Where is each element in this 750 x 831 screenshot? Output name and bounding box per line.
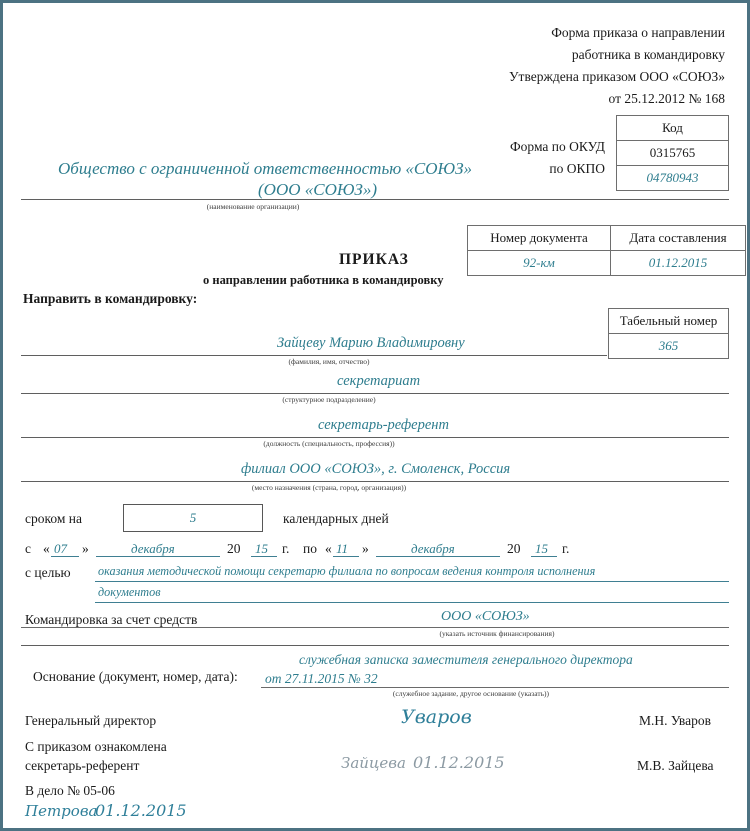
year-prefix-to: 20 — [507, 541, 521, 556]
form-header-line-3: Утверждена приказом ООО «СОЮЗ» — [509, 69, 725, 84]
department-caption: (структурное подразделение) — [282, 395, 376, 404]
destination-value: филиал ООО «СОЮЗ», г. Смоленск, Россия — [241, 461, 511, 477]
date-to-month: декабря — [411, 541, 455, 556]
doc-date-header: Дата составления — [611, 226, 746, 251]
employee-name: Зайцеву Марию Владимировну — [277, 335, 465, 351]
code-table-header: Код — [617, 116, 729, 141]
date-from-day: 07 — [54, 541, 67, 556]
okpo-value: 04780943 — [617, 166, 729, 191]
okud-label: Форма по ОКУД — [509, 139, 605, 154]
acknowledgement-name: М.В. Зайцева — [637, 758, 714, 773]
purpose-line-2-underline — [95, 602, 729, 603]
funding-value: ООО «СОЮЗ» — [441, 609, 530, 624]
employee-rule — [21, 355, 607, 356]
duration-days-value: 5 — [189, 510, 197, 525]
date-to-year-underline — [531, 556, 557, 557]
personnel-number-header: Табельный номер — [609, 309, 729, 334]
director-title: Генеральный директор — [25, 713, 157, 728]
date-to-day: 11 — [336, 541, 349, 556]
send-section-label: Направить в командировку: — [23, 291, 198, 306]
date-to-day-underline — [333, 556, 359, 557]
year-suffix-to: г. — [562, 541, 570, 556]
form-header-line-1: Форма приказа о направлении — [551, 25, 725, 40]
okud-value: 0315765 — [617, 141, 729, 166]
date-from-year: 15 — [255, 541, 268, 556]
duration-days-box[interactable] — [123, 504, 263, 532]
department-value: секретариат — [337, 373, 421, 389]
order-subtitle: о направлении работника в командировку — [203, 273, 444, 287]
acknowledgement-signature: Зайцева — [341, 754, 406, 772]
duration-suffix-label: календарных дней — [283, 511, 389, 526]
basis-line-1: служебная записка заместителя генерального директора — [299, 652, 633, 667]
filing-date: 01.12.2015 — [95, 801, 187, 820]
personnel-number-value: 365 — [609, 334, 729, 359]
personnel-number-table — [608, 308, 729, 359]
date-from-label: с — [25, 541, 31, 556]
basis-label: Основание (документ, номер, дата): — [33, 669, 238, 684]
okpo-label: по ОКПО — [549, 161, 605, 176]
filing-label: В дело № 05-06 — [25, 783, 115, 798]
filing-signature: Петрова — [25, 802, 98, 820]
basis-top-rule — [21, 645, 729, 646]
funding-label: Командировка за счет средств — [25, 612, 198, 627]
basis-rule — [261, 687, 729, 688]
director-signature: Уваров — [401, 706, 472, 728]
date-to-label: по — [303, 541, 317, 556]
destination-caption: (место назначения (страна, город, организация)) — [251, 483, 407, 492]
code-table-okpo-row — [617, 166, 729, 191]
doc-date-value: 01.12.2015 — [611, 251, 746, 276]
organization-rule — [21, 199, 729, 200]
acknowledgement-line-2: секретарь-референт — [25, 758, 140, 773]
personnel-header-row — [609, 309, 729, 334]
document-body — [3, 3, 747, 828]
doc-number-value: 92-км — [468, 251, 611, 276]
year-suffix-from: г. — [282, 541, 290, 556]
purpose-line-1-underline — [95, 581, 729, 582]
purpose-line-2: документов — [98, 585, 161, 599]
purpose-line-1: оказания методической помощи секретарю филиала по вопросам ведения контроля исполнения — [98, 564, 596, 578]
position-caption: (должность (специальность, профессия)) — [263, 439, 395, 448]
code-table-okud-row — [617, 141, 729, 166]
acknowledgement-line-1: С приказом ознакомлена — [25, 739, 167, 754]
form-header-line-4: от 25.12.2012 № 168 — [608, 91, 725, 106]
date-from-month: декабря — [131, 541, 175, 556]
date-to-month-underline — [376, 556, 500, 557]
date-from-day-underline — [51, 556, 79, 557]
destination-rule — [21, 481, 729, 482]
funding-rule — [21, 627, 729, 628]
doc-table-header-row — [468, 226, 746, 251]
organization-caption: (наименование организации) — [206, 202, 300, 211]
basis-line-2: от 27.11.2015 № 32 — [265, 671, 378, 686]
form-header-line-2: работника в командировку — [571, 47, 725, 62]
doc-number-header: Номер документа — [468, 226, 611, 251]
duration-prefix-label: сроком на — [25, 511, 82, 526]
organization-name-line-2: (ООО «СОЮЗ») — [258, 180, 377, 199]
quote-open-from: « — [43, 541, 50, 556]
department-rule — [21, 393, 729, 394]
basis-caption: (служебное задание, другое основание (указать)) — [392, 689, 550, 698]
organization-name-line-1: Общество с ограниченной ответственностью «СОЮЗ» — [58, 159, 473, 178]
employee-caption: (фамилия, имя, отчество) — [288, 357, 370, 366]
date-from-year-underline — [251, 556, 277, 557]
code-table — [616, 115, 729, 191]
document-number-table — [467, 225, 746, 276]
funding-caption: (указать источник финансирования) — [439, 629, 555, 638]
order-title: ПРИКАЗ — [339, 251, 409, 268]
quote-close-from: » — [82, 541, 89, 556]
date-to-year: 15 — [535, 541, 548, 556]
doc-table-value-row — [468, 251, 746, 276]
director-name: М.Н. Уваров — [639, 713, 711, 728]
year-prefix-from: 20 — [227, 541, 241, 556]
quote-close-to: » — [362, 541, 369, 556]
personnel-value-row — [609, 334, 729, 359]
position-rule — [21, 437, 729, 438]
position-value: секретарь-референт — [318, 417, 449, 433]
date-from-month-underline — [96, 556, 220, 557]
quote-open-to: « — [325, 541, 332, 556]
purpose-label: с целью — [25, 565, 71, 580]
acknowledgement-date: 01.12.2015 — [413, 753, 505, 772]
code-table-head-row — [617, 116, 729, 141]
